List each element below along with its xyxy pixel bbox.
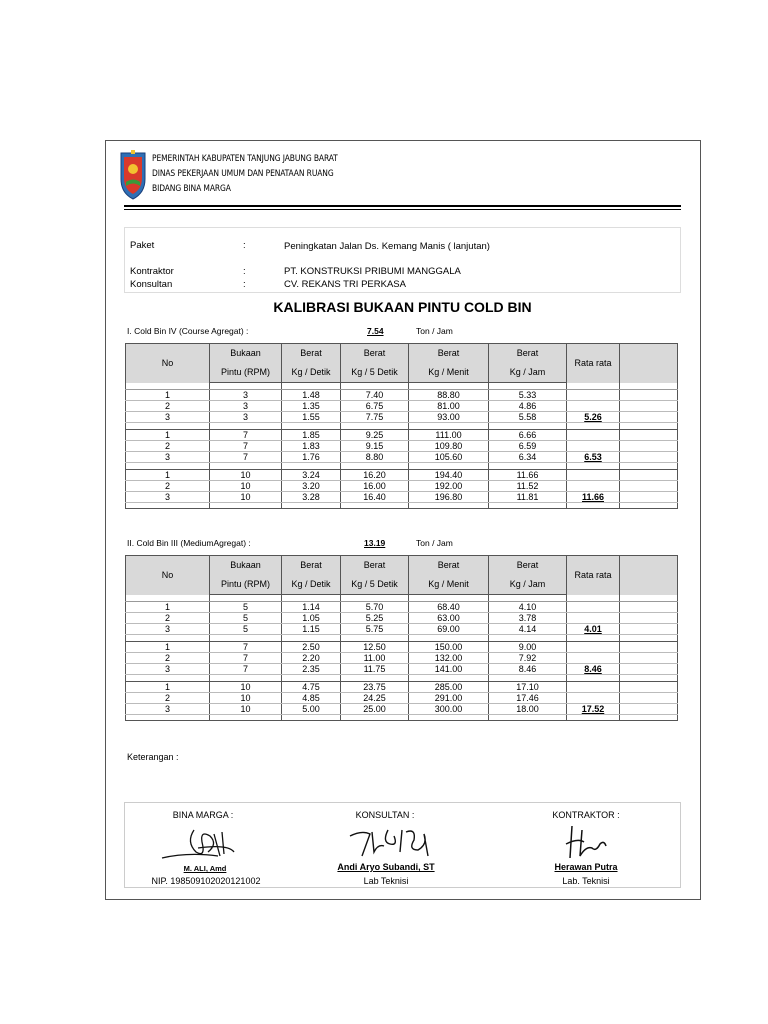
gap-cell [567, 635, 620, 642]
table-cell: 7 [210, 441, 282, 452]
table-cell: 285.00 [409, 682, 489, 693]
table-cell: 2 [126, 401, 210, 412]
col-header-pintu-rpm: Pintu (RPM) [210, 575, 282, 595]
col-header-kg-jam: Kg / Jam [489, 363, 567, 383]
spacer-cell [567, 383, 620, 390]
spacer-cell [489, 595, 567, 602]
end-cell [341, 715, 409, 721]
table-cell: 7 [210, 642, 282, 653]
gap-cell [282, 635, 341, 642]
table-cell: 2 [126, 613, 210, 624]
table-cell: 17.10 [489, 682, 567, 693]
table-cell: 11.81 [489, 492, 567, 503]
konsultan-name: Andi Aryo Subandi, ST [337, 862, 435, 872]
header-line-3: BIDANG BINA MARGA [152, 183, 231, 193]
calibration-table-1 [125, 343, 678, 509]
table-cell: 2.20 [282, 653, 341, 664]
spacer-cell [341, 595, 409, 602]
gap-cell [126, 675, 210, 682]
section-1-unit: Ton / Jam [416, 326, 453, 336]
col-header-berat: Berat [341, 556, 409, 576]
table-row [126, 642, 678, 653]
table-cell: 3 [126, 624, 210, 635]
header-rule-thick [124, 205, 681, 207]
gap-cell [210, 423, 282, 430]
average-value: 17.52 [567, 704, 620, 715]
regency-logo-icon [119, 149, 147, 201]
section-2-rate: 13.19 [364, 538, 386, 548]
konsultan-value: CV. REKANS TRI PERKASA [284, 279, 406, 290]
gap-cell [210, 463, 282, 470]
blank-cell [620, 492, 678, 503]
table-cell: 81.00 [409, 401, 489, 412]
kontraktor-title: KONTRAKTOR : [552, 810, 620, 820]
table-cell: 18.00 [489, 704, 567, 715]
average-value: 11.66 [567, 492, 620, 503]
gap-cell [409, 463, 489, 470]
blank-cell [620, 624, 678, 635]
end-cell [567, 503, 620, 509]
gap-cell [126, 635, 210, 642]
header-rule-thin [124, 209, 681, 210]
table-cell: 7.92 [489, 653, 567, 664]
col-header-kg-5detik: Kg / 5 Detik [341, 575, 409, 595]
table-row [126, 624, 678, 635]
gap-cell [620, 675, 678, 682]
table-row [126, 430, 678, 441]
table-cell: 6.34 [489, 452, 567, 463]
table-row [126, 452, 678, 463]
table-cell: 2.50 [282, 642, 341, 653]
table-cell: 11.75 [341, 664, 409, 675]
table-cell: 1.05 [282, 613, 341, 624]
table-cell: 10 [210, 492, 282, 503]
table-cell: 63.00 [409, 613, 489, 624]
table-cell: 4.85 [282, 693, 341, 704]
table-row [126, 390, 678, 401]
blank-cell [620, 441, 678, 452]
table-cell: 5 [210, 624, 282, 635]
col-header-rata-rata: Rata rata [567, 344, 620, 383]
table-cell: 141.00 [409, 664, 489, 675]
spacer-cell [409, 595, 489, 602]
table-cell: 132.00 [409, 653, 489, 664]
gap-cell [409, 635, 489, 642]
table-cell: 5.33 [489, 390, 567, 401]
blank-cell [620, 401, 678, 412]
blank-cell [620, 430, 678, 441]
paket-label: Paket [130, 240, 155, 251]
end-cell [282, 503, 341, 509]
paket-value: Peningkatan Jalan Ds. Kemang Manis ( lanjutan) [284, 241, 490, 252]
table-cell: 2 [126, 693, 210, 704]
table-cell: 3 [210, 412, 282, 423]
table-cell: 3.28 [282, 492, 341, 503]
col-header-kg-jam: Kg / Jam [489, 575, 567, 595]
table-cell: 12.50 [341, 642, 409, 653]
table-cell: 9.15 [341, 441, 409, 452]
spacer-cell [282, 383, 341, 390]
table-cell: 3.78 [489, 613, 567, 624]
table-cell: 1.15 [282, 624, 341, 635]
end-cell [341, 503, 409, 509]
end-cell [409, 715, 489, 721]
table-cell: 2 [126, 441, 210, 452]
table-cell: 4.75 [282, 682, 341, 693]
spacer-cell [489, 383, 567, 390]
table-row [126, 613, 678, 624]
spacer-cell [126, 383, 210, 390]
col-header-berat: Berat [409, 556, 489, 576]
end-cell [567, 715, 620, 721]
average-blank [567, 470, 620, 481]
table-cell: 3 [210, 401, 282, 412]
table-cell: 10 [210, 704, 282, 715]
blank-cell [620, 653, 678, 664]
col-header-kg-5detik: Kg / 5 Detik [341, 363, 409, 383]
gap-cell [282, 423, 341, 430]
table-cell: 9.25 [341, 430, 409, 441]
section-2-label: II. Cold Bin III (MediumAgregat) : [127, 538, 251, 548]
average-blank [567, 481, 620, 492]
gap-cell [489, 423, 567, 430]
table-cell: 7 [210, 430, 282, 441]
table-cell: 5.00 [282, 704, 341, 715]
col-header-bukaan: Bukaan [210, 344, 282, 364]
spacer-cell [210, 383, 282, 390]
table-cell: 1 [126, 390, 210, 401]
table-cell: 11.00 [341, 653, 409, 664]
col-header-kg-detik: Kg / Detik [282, 575, 341, 595]
col-header-berat: Berat [489, 556, 567, 576]
table-row [126, 653, 678, 664]
table-cell: 11.66 [489, 470, 567, 481]
gap-cell [489, 635, 567, 642]
gap-cell [409, 675, 489, 682]
col-header-no: No [126, 556, 210, 595]
kontraktor-signature [562, 822, 610, 862]
gap-cell [282, 463, 341, 470]
table-cell: 24.25 [341, 693, 409, 704]
table-cell: 1.76 [282, 452, 341, 463]
bina-marga-signature [158, 822, 238, 864]
col-header-blank [620, 556, 678, 595]
blank-cell [620, 602, 678, 613]
table-cell: 7 [210, 452, 282, 463]
end-cell [620, 715, 678, 721]
bina-marga-nip: NIP. 198509102020121002 [151, 876, 261, 886]
table-cell: 10 [210, 470, 282, 481]
table-cell: 1 [126, 682, 210, 693]
table-cell: 2 [126, 481, 210, 492]
spacer-cell [126, 595, 210, 602]
blank-cell [620, 682, 678, 693]
average-blank [567, 401, 620, 412]
table-row [126, 664, 678, 675]
table-cell: 7 [210, 664, 282, 675]
average-blank [567, 390, 620, 401]
table-cell: 8.46 [489, 664, 567, 675]
table-cell: 150.00 [409, 642, 489, 653]
table-cell: 5.75 [341, 624, 409, 635]
gap-cell [341, 675, 409, 682]
table-cell: 16.00 [341, 481, 409, 492]
gap-cell [409, 423, 489, 430]
table-cell: 6.59 [489, 441, 567, 452]
table-cell: 192.00 [409, 481, 489, 492]
blank-cell [620, 704, 678, 715]
table-row [126, 492, 678, 503]
end-cell [126, 503, 210, 509]
table-cell: 105.60 [409, 452, 489, 463]
spacer-cell [341, 383, 409, 390]
keterangan-label: Keterangan : [127, 752, 179, 762]
gap-cell [489, 675, 567, 682]
gap-cell [567, 423, 620, 430]
gap-cell [567, 675, 620, 682]
col-header-blank [620, 344, 678, 383]
table-row [126, 602, 678, 613]
gap-cell [341, 463, 409, 470]
average-value: 6.53 [567, 452, 620, 463]
table-cell: 3 [126, 492, 210, 503]
table-cell: 3 [210, 390, 282, 401]
table-cell: 196.80 [409, 492, 489, 503]
table-row [126, 470, 678, 481]
konsultan-label: Konsultan [130, 279, 173, 290]
table-cell: 9.00 [489, 642, 567, 653]
table-cell: 8.80 [341, 452, 409, 463]
table-cell: 109.80 [409, 441, 489, 452]
table-cell: 88.80 [409, 390, 489, 401]
average-value: 5.26 [567, 412, 620, 423]
end-cell [489, 715, 567, 721]
colon: : [243, 279, 246, 290]
table-cell: 16.40 [341, 492, 409, 503]
konsultan-title: KONSULTAN : [355, 810, 415, 820]
table-row [126, 412, 678, 423]
gap-cell [282, 675, 341, 682]
table-cell: 1 [126, 602, 210, 613]
table-cell: 291.00 [409, 693, 489, 704]
table-cell: 4.10 [489, 602, 567, 613]
konsultan-role: Lab Teknisi [363, 876, 409, 886]
average-blank [567, 613, 620, 624]
table-row [126, 693, 678, 704]
col-header-pintu-rpm: Pintu (RPM) [210, 363, 282, 383]
blank-cell [620, 693, 678, 704]
spacer-cell [210, 595, 282, 602]
table-row [126, 401, 678, 412]
col-header-berat: Berat [341, 344, 409, 364]
average-blank [567, 682, 620, 693]
table-cell: 5 [210, 613, 282, 624]
table-cell: 111.00 [409, 430, 489, 441]
section-2-unit: Ton / Jam [416, 538, 453, 548]
blank-cell [620, 481, 678, 492]
colon: : [243, 240, 246, 251]
table-cell: 17.46 [489, 693, 567, 704]
table-cell: 5.70 [341, 602, 409, 613]
section-1-rate: 7.54 [367, 326, 384, 336]
table-cell: 7.75 [341, 412, 409, 423]
gap-cell [489, 463, 567, 470]
average-value: 4.01 [567, 624, 620, 635]
col-header-berat: Berat [489, 344, 567, 364]
table-row [126, 704, 678, 715]
kontraktor-value: PT. KONSTRUKSI PRIBUMI MANGGALA [284, 266, 461, 277]
table-cell: 1 [126, 430, 210, 441]
table-cell: 3 [126, 452, 210, 463]
bina-marga-title: BINA MARGA : [172, 810, 234, 820]
end-cell [409, 503, 489, 509]
header-line-1: PEMERINTAH KABUPATEN TANJUNG JABUNG BARAT [152, 153, 338, 163]
col-header-kg-menit: Kg / Menit [409, 575, 489, 595]
table-cell: 10 [210, 481, 282, 492]
header-line-2: DINAS PEKERJAAN UMUM DAN PENATAAN RUANG [152, 168, 334, 178]
table-cell: 93.00 [409, 412, 489, 423]
table-row [126, 441, 678, 452]
spacer-cell [620, 595, 678, 602]
table-cell: 25.00 [341, 704, 409, 715]
document-title: KALIBRASI BUKAAN PINTU COLD BIN [273, 299, 532, 315]
table-cell: 6.66 [489, 430, 567, 441]
colon: : [243, 266, 246, 277]
table-cell: 3 [126, 412, 210, 423]
blank-cell [620, 642, 678, 653]
table-row [126, 481, 678, 492]
bina-marga-name: M. ALI, Amd [183, 864, 227, 873]
table-cell: 1 [126, 470, 210, 481]
table-cell: 5 [210, 602, 282, 613]
gap-cell [341, 635, 409, 642]
col-header-no: No [126, 344, 210, 383]
end-cell [282, 715, 341, 721]
blank-cell [620, 664, 678, 675]
average-blank [567, 693, 620, 704]
gap-cell [126, 423, 210, 430]
gap-cell [567, 463, 620, 470]
gap-cell [126, 463, 210, 470]
table-cell: 1 [126, 642, 210, 653]
col-header-kg-detik: Kg / Detik [282, 363, 341, 383]
spacer-cell [567, 595, 620, 602]
table-cell: 1.85 [282, 430, 341, 441]
gap-cell [341, 423, 409, 430]
spacer-cell [282, 595, 341, 602]
col-header-rata-rata: Rata rata [567, 556, 620, 595]
section-1-label: I. Cold Bin IV (Course Agregat) : [127, 326, 249, 336]
table-cell: 10 [210, 693, 282, 704]
table-cell: 3 [126, 664, 210, 675]
col-header-kg-menit: Kg / Menit [409, 363, 489, 383]
table-cell: 1.83 [282, 441, 341, 452]
table-cell: 1.48 [282, 390, 341, 401]
table-cell: 3.20 [282, 481, 341, 492]
table-cell: 3 [126, 704, 210, 715]
spacer-cell [409, 383, 489, 390]
average-value: 8.46 [567, 664, 620, 675]
konsultan-signature [344, 822, 436, 862]
calibration-table-2 [125, 555, 678, 721]
blank-cell [620, 390, 678, 401]
average-blank [567, 430, 620, 441]
table-cell: 69.00 [409, 624, 489, 635]
gap-cell [210, 635, 282, 642]
table-cell: 1.55 [282, 412, 341, 423]
end-cell [126, 715, 210, 721]
table-cell: 4.14 [489, 624, 567, 635]
table-cell: 2.35 [282, 664, 341, 675]
blank-cell [620, 412, 678, 423]
average-blank [567, 602, 620, 613]
table-cell: 11.52 [489, 481, 567, 492]
table-cell: 23.75 [341, 682, 409, 693]
table-cell: 1.14 [282, 602, 341, 613]
kontraktor-name: Herawan Putra [554, 862, 618, 872]
col-header-berat: Berat [282, 556, 341, 576]
gap-cell [210, 675, 282, 682]
kontraktor-label: Kontraktor [130, 266, 174, 277]
blank-cell [620, 613, 678, 624]
blank-cell [620, 452, 678, 463]
gap-cell [620, 423, 678, 430]
table-cell: 5.58 [489, 412, 567, 423]
table-cell: 16.20 [341, 470, 409, 481]
table-cell: 10 [210, 682, 282, 693]
gap-cell [620, 635, 678, 642]
table-cell: 7 [210, 653, 282, 664]
end-cell [210, 715, 282, 721]
table-cell: 68.40 [409, 602, 489, 613]
average-blank [567, 441, 620, 452]
end-cell [210, 503, 282, 509]
blank-cell [620, 470, 678, 481]
col-header-berat: Berat [409, 344, 489, 364]
table-cell: 300.00 [409, 704, 489, 715]
average-blank [567, 653, 620, 664]
col-header-bukaan: Bukaan [210, 556, 282, 576]
spacer-cell [620, 383, 678, 390]
table-cell: 5.25 [341, 613, 409, 624]
table-cell: 194.40 [409, 470, 489, 481]
table-cell: 4.86 [489, 401, 567, 412]
table-row [126, 682, 678, 693]
table-cell: 6.75 [341, 401, 409, 412]
kontraktor-role: Lab. Teknisi [562, 876, 610, 886]
table-cell: 2 [126, 653, 210, 664]
table-cell: 1.35 [282, 401, 341, 412]
end-cell [620, 503, 678, 509]
table-cell: 3.24 [282, 470, 341, 481]
end-cell [489, 503, 567, 509]
col-header-berat: Berat [282, 344, 341, 364]
average-blank [567, 642, 620, 653]
table-cell: 7.40 [341, 390, 409, 401]
gap-cell [620, 463, 678, 470]
